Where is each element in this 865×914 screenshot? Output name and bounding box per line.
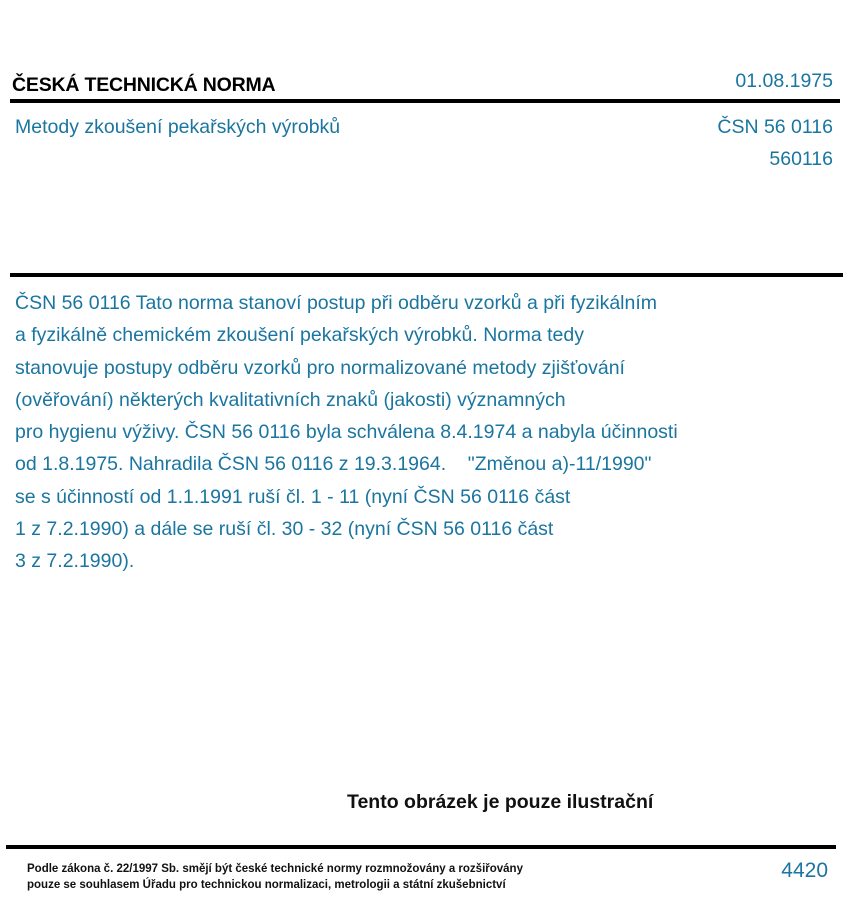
abstract-line: se s účinností od 1.1.1991 ruší čl. 1 - 11 (nyní ČSN 56 0116 část — [15, 485, 571, 508]
abstract-line: 1 z 7.2.1990) a dále se ruší čl. 30 - 32 (nyní ČSN 56 0116 část — [15, 518, 554, 541]
footer-note-line: pouze se souhlasem Úřadu pro technickou normalizaci, metrologii a státní zkušebnictví — [27, 879, 506, 891]
document-code: 560116 — [769, 148, 833, 170]
abstract-line: (ověřování) některých kvalitativních znaků (jakosti) významných — [15, 388, 566, 411]
abstract-line: stanovuje postupy odběru vzorků pro normalizované metody zjišťování — [15, 356, 625, 379]
abstract-line: pro hygienu výživy. ČSN 56 0116 byla schválena 8.4.1974 a nabyla účinnosti — [15, 421, 678, 444]
footer-legal-note — [27, 861, 523, 893]
abstract-line: a fyzikálně chemickém zkoušení pekařských výrobků. Norma tedy — [15, 324, 584, 347]
abstract-line: 3 z 7.2.1990). — [15, 550, 135, 573]
abstract-line: ČSN 56 0116 Tato norma stanoví postup při odběru vzorků a při fyzikálním — [15, 292, 658, 314]
standard-date: 01.08.1975 — [735, 70, 833, 92]
document-number: ČSN 56 0116 — [717, 116, 833, 138]
abstract-line: od 1.8.1975. Nahradila ČSN 56 0116 z 19.3.1964. "Změnou a)-11/1990" — [15, 453, 652, 476]
footer-divider — [6, 845, 836, 849]
section-divider — [10, 273, 843, 277]
abstract-text — [15, 287, 678, 578]
illustration-disclaimer: Tento obrázek je pouze ilustrační — [347, 791, 654, 813]
document-title: Metody zkoušení pekařských výrobků — [15, 116, 341, 138]
page-number: 4420 — [781, 859, 828, 882]
footer-note-line: Podle zákona č. 22/1997 Sb. smějí být české technické normy rozmnožovány a rozšiřovány — [27, 863, 523, 875]
standard-header-title: ČESKÁ TECHNICKÁ NORMA — [12, 74, 276, 96]
header-divider — [10, 99, 840, 103]
